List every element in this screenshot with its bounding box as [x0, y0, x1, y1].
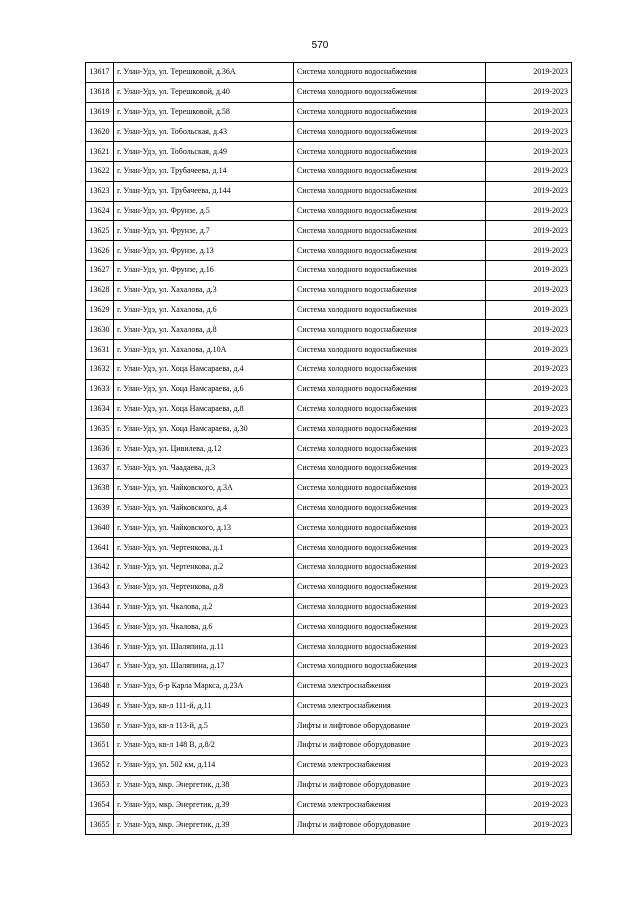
row-number-cell: 13649	[86, 696, 114, 716]
system-cell: Лифты и лифтовое оборудование	[294, 815, 486, 835]
table-row	[86, 617, 572, 637]
row-number-cell: 13638	[86, 478, 114, 498]
address-cell: г. Улан-Удэ, ул. Тобольская, д.43	[114, 122, 294, 142]
table-row	[86, 676, 572, 696]
period-cell: 2019-2023	[486, 82, 572, 102]
system-cell: Система холодного водоснабжения	[294, 300, 486, 320]
system-cell: Система холодного водоснабжения	[294, 63, 486, 83]
registry-table-body	[86, 63, 572, 835]
table-row	[86, 458, 572, 478]
address-cell: г. Улан-Удэ, ул. Цивилева, д.12	[114, 439, 294, 459]
address-cell: г. Улан-Удэ, ул. Фрунзе, д.13	[114, 241, 294, 261]
address-cell: г. Улан-Удэ, мкр. Энергетик, д.39	[114, 795, 294, 815]
row-number-cell: 13652	[86, 755, 114, 775]
table-row	[86, 637, 572, 657]
period-cell: 2019-2023	[486, 637, 572, 657]
table-row	[86, 161, 572, 181]
table-row	[86, 439, 572, 459]
row-number-cell: 13624	[86, 201, 114, 221]
address-cell: г. Улан-Удэ, ул. Терешковой, д.58	[114, 102, 294, 122]
address-cell: г. Улан-Удэ, ул. Хахалова, д.3	[114, 280, 294, 300]
table-row	[86, 82, 572, 102]
table-row	[86, 696, 572, 716]
table-row	[86, 201, 572, 221]
row-number-cell: 13625	[86, 221, 114, 241]
address-cell: г. Улан-Удэ, б-р Карла Маркса, д.23А	[114, 676, 294, 696]
row-number-cell: 13619	[86, 102, 114, 122]
row-number-cell: 13621	[86, 142, 114, 162]
table-row	[86, 656, 572, 676]
row-number-cell: 13648	[86, 676, 114, 696]
period-cell: 2019-2023	[486, 617, 572, 637]
address-cell: г. Улан-Удэ, ул. Терешковой, д.40	[114, 82, 294, 102]
table-row	[86, 340, 572, 360]
table-row	[86, 577, 572, 597]
row-number-cell: 13647	[86, 656, 114, 676]
period-cell: 2019-2023	[486, 736, 572, 756]
address-cell: г. Улан-Удэ, ул. Чертенкова, д.1	[114, 538, 294, 558]
system-cell: Система холодного водоснабжения	[294, 201, 486, 221]
address-cell: г. Улан-Удэ, кв-л 111-й, д.11	[114, 696, 294, 716]
row-number-cell: 13617	[86, 63, 114, 83]
system-cell: Система электроснабжения	[294, 676, 486, 696]
table-row	[86, 102, 572, 122]
row-number-cell: 13637	[86, 458, 114, 478]
address-cell: г. Улан-Удэ, ул. Шаляпина, д.17	[114, 656, 294, 676]
table-row	[86, 300, 572, 320]
system-cell: Лифты и лифтовое оборудование	[294, 736, 486, 756]
system-cell: Система холодного водоснабжения	[294, 102, 486, 122]
row-number-cell: 13654	[86, 795, 114, 815]
system-cell: Система электроснабжения	[294, 696, 486, 716]
table-row	[86, 122, 572, 142]
period-cell: 2019-2023	[486, 419, 572, 439]
system-cell: Система холодного водоснабжения	[294, 478, 486, 498]
system-cell: Лифты и лифтовое оборудование	[294, 716, 486, 736]
row-number-cell: 13629	[86, 300, 114, 320]
address-cell: г. Улан-Удэ, ул. Чкалова, д.2	[114, 597, 294, 617]
address-cell: г. Улан-Удэ, ул. Тобольская, д.49	[114, 142, 294, 162]
repair-registry-table	[85, 62, 572, 835]
address-cell: г. Улан-Удэ, ул. Трубачеева, д.14	[114, 161, 294, 181]
table-row	[86, 260, 572, 280]
system-cell: Система холодного водоснабжения	[294, 419, 486, 439]
period-cell: 2019-2023	[486, 538, 572, 558]
system-cell: Система холодного водоснабжения	[294, 122, 486, 142]
row-number-cell: 13635	[86, 419, 114, 439]
system-cell: Система холодного водоснабжения	[294, 439, 486, 459]
period-cell: 2019-2023	[486, 755, 572, 775]
table-row	[86, 815, 572, 835]
period-cell: 2019-2023	[486, 498, 572, 518]
table-row	[86, 221, 572, 241]
period-cell: 2019-2023	[486, 557, 572, 577]
table-row	[86, 795, 572, 815]
period-cell: 2019-2023	[486, 399, 572, 419]
row-number-cell: 13643	[86, 577, 114, 597]
system-cell: Система холодного водоснабжения	[294, 597, 486, 617]
table-row	[86, 280, 572, 300]
address-cell: г. Улан-Удэ, ул. Хоца Намсараева, д.6	[114, 379, 294, 399]
period-cell: 2019-2023	[486, 181, 572, 201]
table-row	[86, 181, 572, 201]
table-row	[86, 736, 572, 756]
system-cell: Система холодного водоснабжения	[294, 518, 486, 538]
address-cell: г. Улан-Удэ, ул. Хоца Намсараева, д.4	[114, 359, 294, 379]
row-number-cell: 13642	[86, 557, 114, 577]
period-cell: 2019-2023	[486, 518, 572, 538]
system-cell: Система холодного водоснабжения	[294, 637, 486, 657]
row-number-cell: 13632	[86, 359, 114, 379]
system-cell: Система холодного водоснабжения	[294, 142, 486, 162]
system-cell: Система холодного водоснабжения	[294, 617, 486, 637]
system-cell: Система холодного водоснабжения	[294, 399, 486, 419]
row-number-cell: 13641	[86, 538, 114, 558]
period-cell: 2019-2023	[486, 260, 572, 280]
system-cell: Система холодного водоснабжения	[294, 538, 486, 558]
system-cell: Система холодного водоснабжения	[294, 340, 486, 360]
table-row	[86, 755, 572, 775]
address-cell: г. Улан-Удэ, ул. Чайковского, д.13	[114, 518, 294, 538]
period-cell: 2019-2023	[486, 478, 572, 498]
row-number-cell: 13620	[86, 122, 114, 142]
system-cell: Система холодного водоснабжения	[294, 260, 486, 280]
period-cell: 2019-2023	[486, 359, 572, 379]
row-number-cell: 13639	[86, 498, 114, 518]
system-cell: Система холодного водоснабжения	[294, 320, 486, 340]
period-cell: 2019-2023	[486, 63, 572, 83]
row-number-cell: 13645	[86, 617, 114, 637]
row-number-cell: 13618	[86, 82, 114, 102]
address-cell: г. Улан-Удэ, ул. Фрунзе, д.5	[114, 201, 294, 221]
address-cell: г. Улан-Удэ, ул. Хахалова, д.10А	[114, 340, 294, 360]
address-cell: г. Улан-Удэ, ул. 502 км, д.114	[114, 755, 294, 775]
address-cell: г. Улан-Удэ, ул. Чертенкова, д.8	[114, 577, 294, 597]
system-cell: Система холодного водоснабжения	[294, 241, 486, 261]
table-row	[86, 597, 572, 617]
address-cell: г. Улан-Удэ, ул. Хахалова, д.6	[114, 300, 294, 320]
system-cell: Система холодного водоснабжения	[294, 82, 486, 102]
table-row	[86, 557, 572, 577]
period-cell: 2019-2023	[486, 676, 572, 696]
period-cell: 2019-2023	[486, 300, 572, 320]
table-row	[86, 716, 572, 736]
address-cell: г. Улан-Удэ, мкр. Энергетик, д.39	[114, 815, 294, 835]
row-number-cell: 13655	[86, 815, 114, 835]
row-number-cell: 13630	[86, 320, 114, 340]
address-cell: г. Улан-Удэ, мкр. Энергетик, д.38	[114, 775, 294, 795]
system-cell: Система холодного водоснабжения	[294, 379, 486, 399]
period-cell: 2019-2023	[486, 201, 572, 221]
period-cell: 2019-2023	[486, 161, 572, 181]
address-cell: г. Улан-Удэ, кв-л 148 В, д.8/2	[114, 736, 294, 756]
period-cell: 2019-2023	[486, 241, 572, 261]
table-row	[86, 359, 572, 379]
table-row	[86, 498, 572, 518]
table-row	[86, 518, 572, 538]
row-number-cell: 13633	[86, 379, 114, 399]
system-cell: Система электроснабжения	[294, 795, 486, 815]
table-row	[86, 142, 572, 162]
row-number-cell: 13640	[86, 518, 114, 538]
system-cell: Система холодного водоснабжения	[294, 221, 486, 241]
table-row	[86, 241, 572, 261]
period-cell: 2019-2023	[486, 340, 572, 360]
row-number-cell: 13653	[86, 775, 114, 795]
system-cell: Система холодного водоснабжения	[294, 458, 486, 478]
period-cell: 2019-2023	[486, 775, 572, 795]
period-cell: 2019-2023	[486, 221, 572, 241]
row-number-cell: 13628	[86, 280, 114, 300]
table-row	[86, 478, 572, 498]
system-cell: Система холодного водоснабжения	[294, 557, 486, 577]
system-cell: Система холодного водоснабжения	[294, 359, 486, 379]
table-row	[86, 399, 572, 419]
period-cell: 2019-2023	[486, 142, 572, 162]
system-cell: Система холодного водоснабжения	[294, 280, 486, 300]
row-number-cell: 13627	[86, 260, 114, 280]
address-cell: г. Улан-Удэ, ул. Чаадаева, д.3	[114, 458, 294, 478]
system-cell: Система холодного водоснабжения	[294, 161, 486, 181]
address-cell: г. Улан-Удэ, ул. Терешковой, д.36А	[114, 63, 294, 83]
address-cell: г. Улан-Удэ, ул. Хоца Намсараева, д.30	[114, 419, 294, 439]
period-cell: 2019-2023	[486, 379, 572, 399]
system-cell: Система холодного водоснабжения	[294, 498, 486, 518]
row-number-cell: 13644	[86, 597, 114, 617]
address-cell: г. Улан-Удэ, ул. Трубачеева, д.144	[114, 181, 294, 201]
address-cell: г. Улан-Удэ, ул. Хоца Намсараева, д.8	[114, 399, 294, 419]
row-number-cell: 13623	[86, 181, 114, 201]
address-cell: г. Улан-Удэ, кв-л 113-й, д.5	[114, 716, 294, 736]
table-row	[86, 775, 572, 795]
period-cell: 2019-2023	[486, 458, 572, 478]
period-cell: 2019-2023	[486, 280, 572, 300]
period-cell: 2019-2023	[486, 320, 572, 340]
system-cell: Лифты и лифтовое оборудование	[294, 775, 486, 795]
system-cell: Система холодного водоснабжения	[294, 656, 486, 676]
period-cell: 2019-2023	[486, 716, 572, 736]
row-number-cell: 13636	[86, 439, 114, 459]
row-number-cell: 13622	[86, 161, 114, 181]
period-cell: 2019-2023	[486, 577, 572, 597]
period-cell: 2019-2023	[486, 656, 572, 676]
period-cell: 2019-2023	[486, 439, 572, 459]
table-row	[86, 320, 572, 340]
address-cell: г. Улан-Удэ, ул. Фрунзе, д.7	[114, 221, 294, 241]
period-cell: 2019-2023	[486, 102, 572, 122]
address-cell: г. Улан-Удэ, ул. Чкалова, д.6	[114, 617, 294, 637]
row-number-cell: 13631	[86, 340, 114, 360]
table-row	[86, 63, 572, 83]
system-cell: Система холодного водоснабжения	[294, 577, 486, 597]
address-cell: г. Улан-Удэ, ул. Фрунзе, д.16	[114, 260, 294, 280]
table-row	[86, 419, 572, 439]
row-number-cell: 13650	[86, 716, 114, 736]
address-cell: г. Улан-Удэ, ул. Хахалова, д.8	[114, 320, 294, 340]
page-number: 570	[311, 40, 329, 51]
period-cell: 2019-2023	[486, 795, 572, 815]
system-cell: Система холодного водоснабжения	[294, 181, 486, 201]
table-row	[86, 379, 572, 399]
period-cell: 2019-2023	[486, 122, 572, 142]
table-row	[86, 538, 572, 558]
period-cell: 2019-2023	[486, 696, 572, 716]
address-cell: г. Улан-Удэ, ул. Шаляпина, д.11	[114, 637, 294, 657]
row-number-cell: 13651	[86, 736, 114, 756]
period-cell: 2019-2023	[486, 597, 572, 617]
row-number-cell: 13634	[86, 399, 114, 419]
period-cell: 2019-2023	[486, 815, 572, 835]
row-number-cell: 13626	[86, 241, 114, 261]
address-cell: г. Улан-Удэ, ул. Чайковского, д.3А	[114, 478, 294, 498]
row-number-cell: 13646	[86, 637, 114, 657]
address-cell: г. Улан-Удэ, ул. Чертенкова, д.2	[114, 557, 294, 577]
address-cell: г. Улан-Удэ, ул. Чайковского, д.4	[114, 498, 294, 518]
system-cell: Система электроснабжения	[294, 755, 486, 775]
